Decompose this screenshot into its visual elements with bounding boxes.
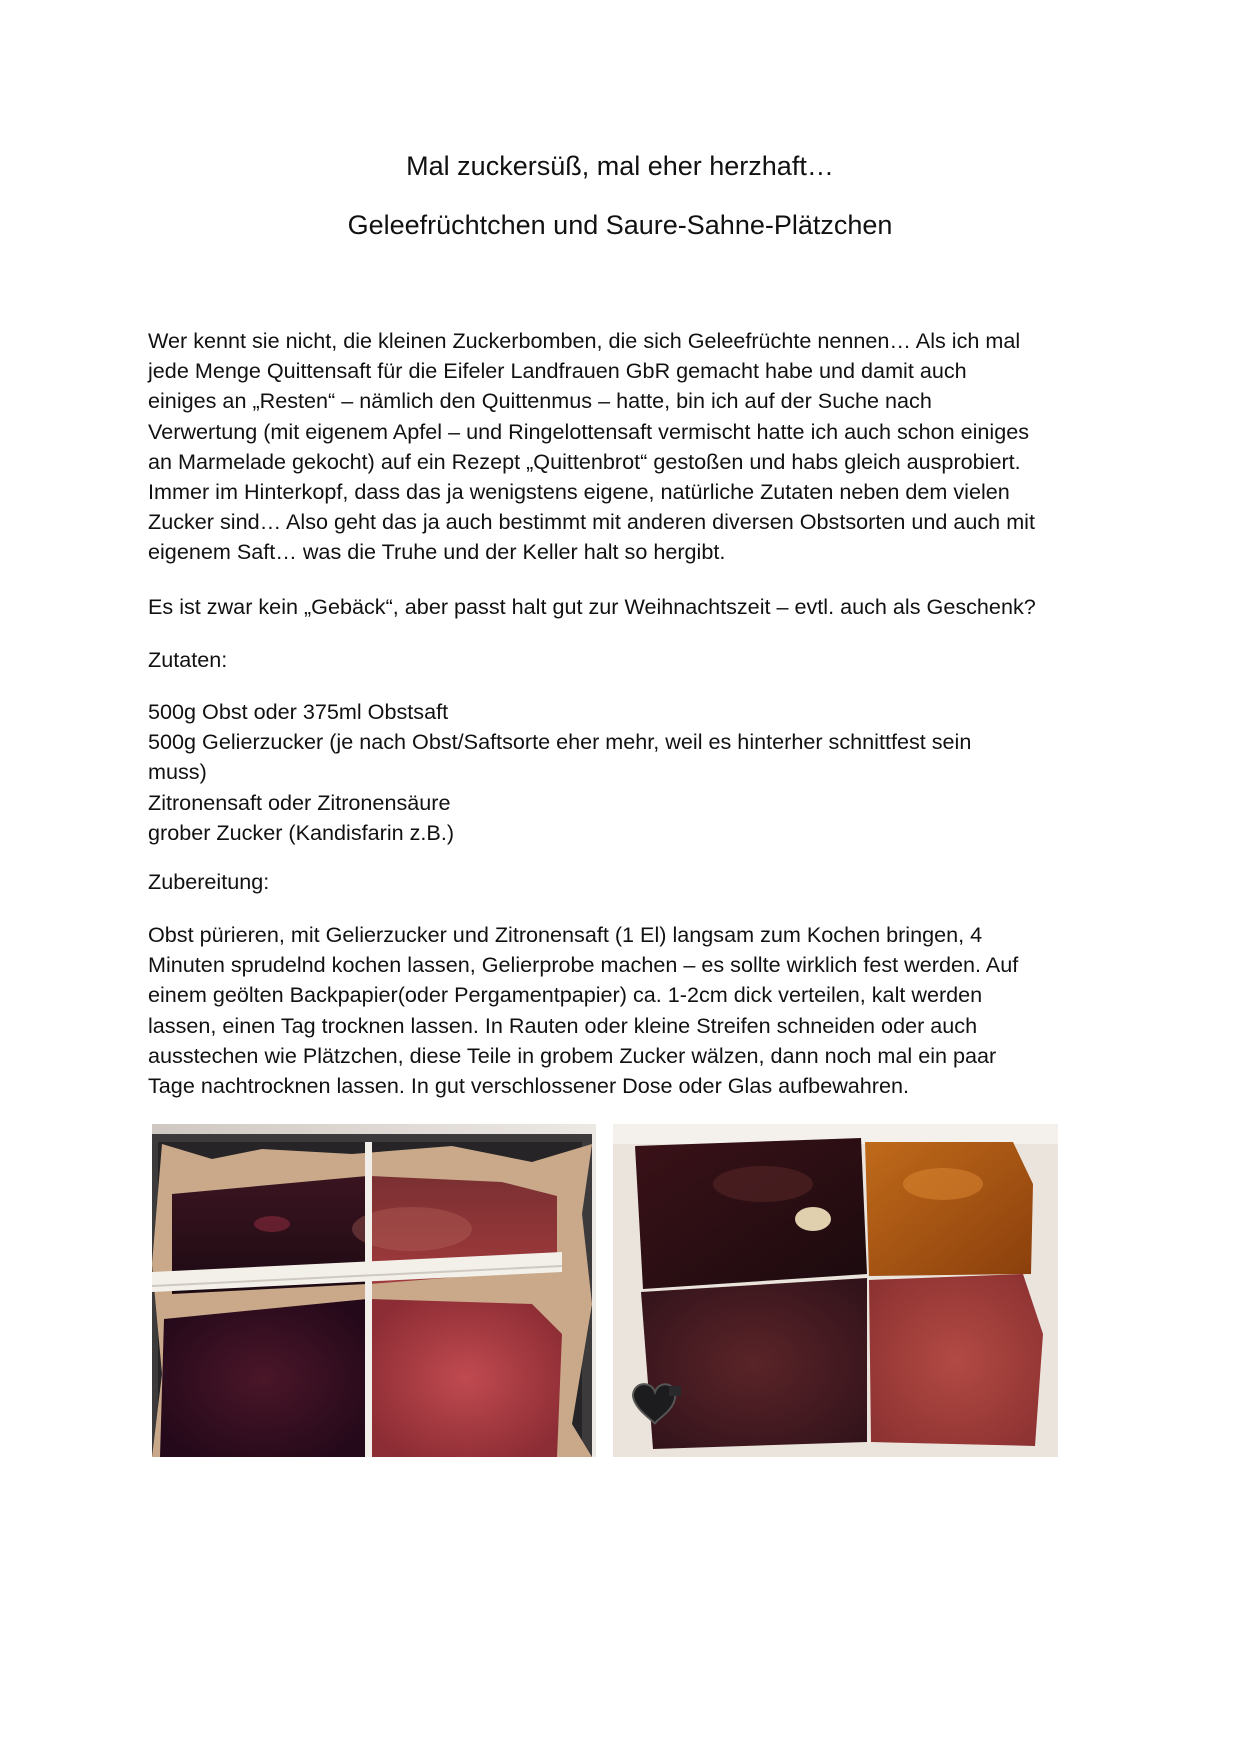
intro-line: Zucker sind… Also geht das ja auch bestimmt mit anderen diversen Obstsorten und auch mit — [148, 509, 1035, 535]
preparation-line: ausstechen wie Plätzchen, diese Teile in grobem Zucker wälzen, dann noch mal ein paar — [148, 1042, 997, 1068]
ingredient-item: 500g Obst oder 375ml Obstsaft — [148, 699, 449, 724]
ingredients-list — [148, 697, 1108, 848]
intro-line: Wer kennt sie nicht, die kleinen Zuckerbomben, die sich Geleefrüchte nennen… Als ich mal — [148, 328, 1021, 353]
ingredient-item: Zitronensaft oder Zitronensäure — [148, 789, 451, 815]
intro-line: einiges an „Resten“ – nämlich den Quittenmus – hatte, bin ich auf der Suche nach — [148, 388, 932, 414]
intro-line: Immer im Hinterkopf, dass das ja wenigstens eigene, natürliche Zutaten neben dem vielen — [148, 479, 1010, 505]
preparation-line: lassen, einen Tag trocknen lassen. In Rauten oder kleine Streifen schneiden oder auch — [148, 1012, 978, 1038]
jelly-sheets-photo — [613, 1124, 1058, 1457]
intro-line: jede Menge Quittensaft für die Eifeler Landfrauen GbR gemacht habe und damit auch — [148, 358, 967, 384]
preparation-line: einem geölten Backpapier(oder Pergamentpapier) ca. 1-2cm dick verteilen, kalt werden — [148, 982, 983, 1008]
jelly-tray-photo — [152, 1124, 596, 1457]
page-title: Mal zuckersüß, mal eher herzhaft… — [406, 151, 834, 181]
preparation-heading: Zubereitung: — [148, 869, 270, 894]
ingredient-item: 500g Gelierzucker (je nach Obst/Saftsorte eher mehr, weil es hinterher schnittfest sein — [148, 729, 972, 755]
intro-line: eigenem Saft… was die Truhe und der Keller halt so hergibt. — [148, 539, 726, 565]
preparation-line: Obst pürieren, mit Gelierzucker und Zitronensaft (1 El) langsam zum Kochen bringen, 4 — [148, 922, 983, 947]
ingredients-heading: Zutaten: — [148, 647, 228, 672]
ingredient-item: muss) — [148, 759, 207, 785]
ingredient-item: grober Zucker (Kandisfarin z.B.) — [148, 819, 455, 845]
page-subtitle: Geleefrüchtchen und Saure-Sahne-Plätzchen — [347, 210, 893, 240]
preparation-line: Minuten sprudelnd kochen lassen, Gelierprobe machen – es sollte wirklich fest werden. Auf — [148, 952, 1019, 978]
gift-paragraph: Es ist zwar kein „Gebäck“, aber passt halt gut zur Weihnachtszeit – evtl. auch als Geschenk? — [148, 594, 1036, 619]
intro-line: an Marmelade gekocht) auf ein Rezept „Quittenbrot“ gestoßen und habs gleich ausprobiert. — [148, 448, 1021, 474]
preparation-paragraph — [148, 920, 1108, 1101]
intro-line: Verwertung (mit eigenem Apfel – und Ringelottensaft vermischt hatte ich auch schon einiges — [148, 418, 1030, 444]
preparation-line: Tage nachtrocknen lassen. In gut verschlossener Dose oder Glas aufbewahren. — [148, 1073, 910, 1099]
intro-paragraph — [148, 326, 1108, 568]
